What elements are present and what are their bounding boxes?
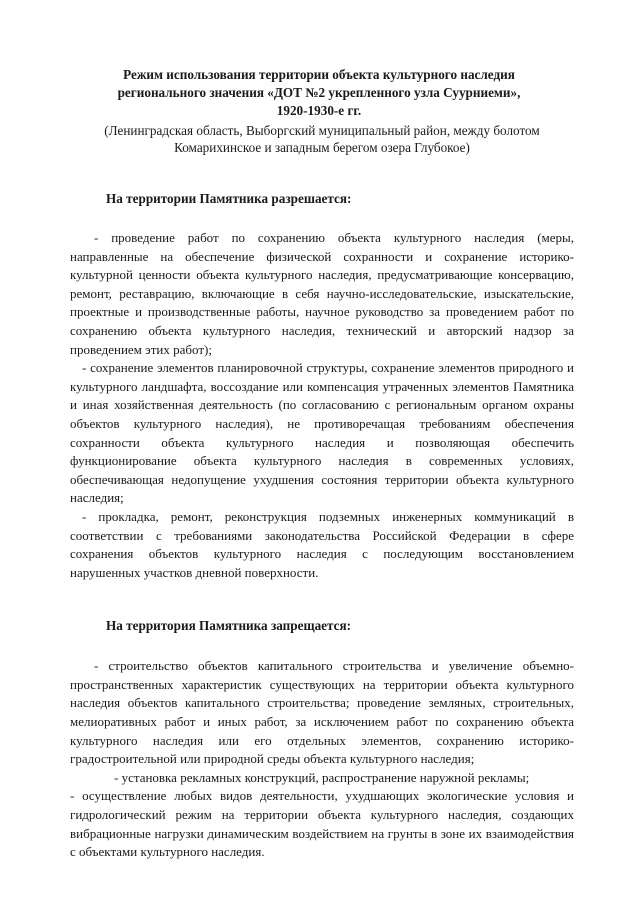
document-subtitle <box>70 122 574 156</box>
allowed-list <box>70 229 574 582</box>
prohibited-item: - осуществление любых видов деятельности, ухудшающих экологические условия и гидрологический режим на территории объекта культурного наследия, создающих вибрационные нагрузки динамическим воздействием на грунты в зоне их взаимодействия с объектами культурного наследия. <box>70 788 574 860</box>
title-line-1: Режим использования территории объекта культурного наследия <box>123 67 515 82</box>
title-line-3: 1920-1930-е гг. <box>276 103 362 118</box>
subtitle-line-1: (Ленинградская область, Выборгский муниципальный район, между болотом <box>104 123 540 138</box>
allowed-item: - проведение работ по сохранению объекта культурного наследия (меры, направленные на обеспечение физической сохранности и сохранение историко-культурной ценности объекта культурного наследия, предусматривающие консервацию, ремонт, реставрацию, включающие в себя научно-исследовательские, изыскательские, проектные и производственные работы, научное руководство за проведением работ по сохранению объекта культурного наследия, технический и авторский надзор за проведением этих работ); <box>70 230 574 357</box>
subtitle-line-2: Комарихинское и западным берегом озера Глубокое) <box>174 140 470 155</box>
prohibited-list <box>70 657 574 862</box>
allowed-item: - сохранение элементов планировочной структуры, сохранение элементов природного и культурного ландшафта, воссоздание или компенсация утраченных элементов Памятника и иная хозяйственная деятельность (по согласованию с региональным органом охраны объектов культурного наследия), не противоречащая требованиям обеспечения сохранности объекта культурного наследия и позволяющая обеспечить функционирование объекта культурного наследия в современных условиях, обеспечивающая недопущение ухудшения состояния территории объекта культурного наследия; <box>70 360 574 506</box>
prohibited-heading: На территория Памятника запрещается: <box>106 618 352 634</box>
document-title <box>70 66 568 120</box>
prohibited-item: - строительство объектов капитального строительства и увеличение объемно-пространственных характеристик существующих на территории объекта культурного наследия объектов капитального строительства; проведение земляных, строительных, мелиоративных работ и иных работ, за исключением работ по сохранению объекта культурного наследия или его отдельных элементов, сохранению историко-градостроительной или природной среды объекта культурного наследия; <box>70 658 574 767</box>
allowed-item: - прокладка, ремонт, реконструкция подземных инженерных коммуникаций в соответствии с требованиями законодательства Российской Федерации в сфере сохранения объектов культурного наследия с последующим восстановлением нарушенных участков дневной поверхности. <box>70 508 574 580</box>
title-line-2: регионального значения «ДОТ №2 укрепленного узла Суурниеми», <box>117 85 521 100</box>
allowed-heading: На территории Памятника разрешается: <box>106 191 352 206</box>
prohibited-item: - установка рекламных конструкций, распространение наружной рекламы; <box>114 769 530 785</box>
